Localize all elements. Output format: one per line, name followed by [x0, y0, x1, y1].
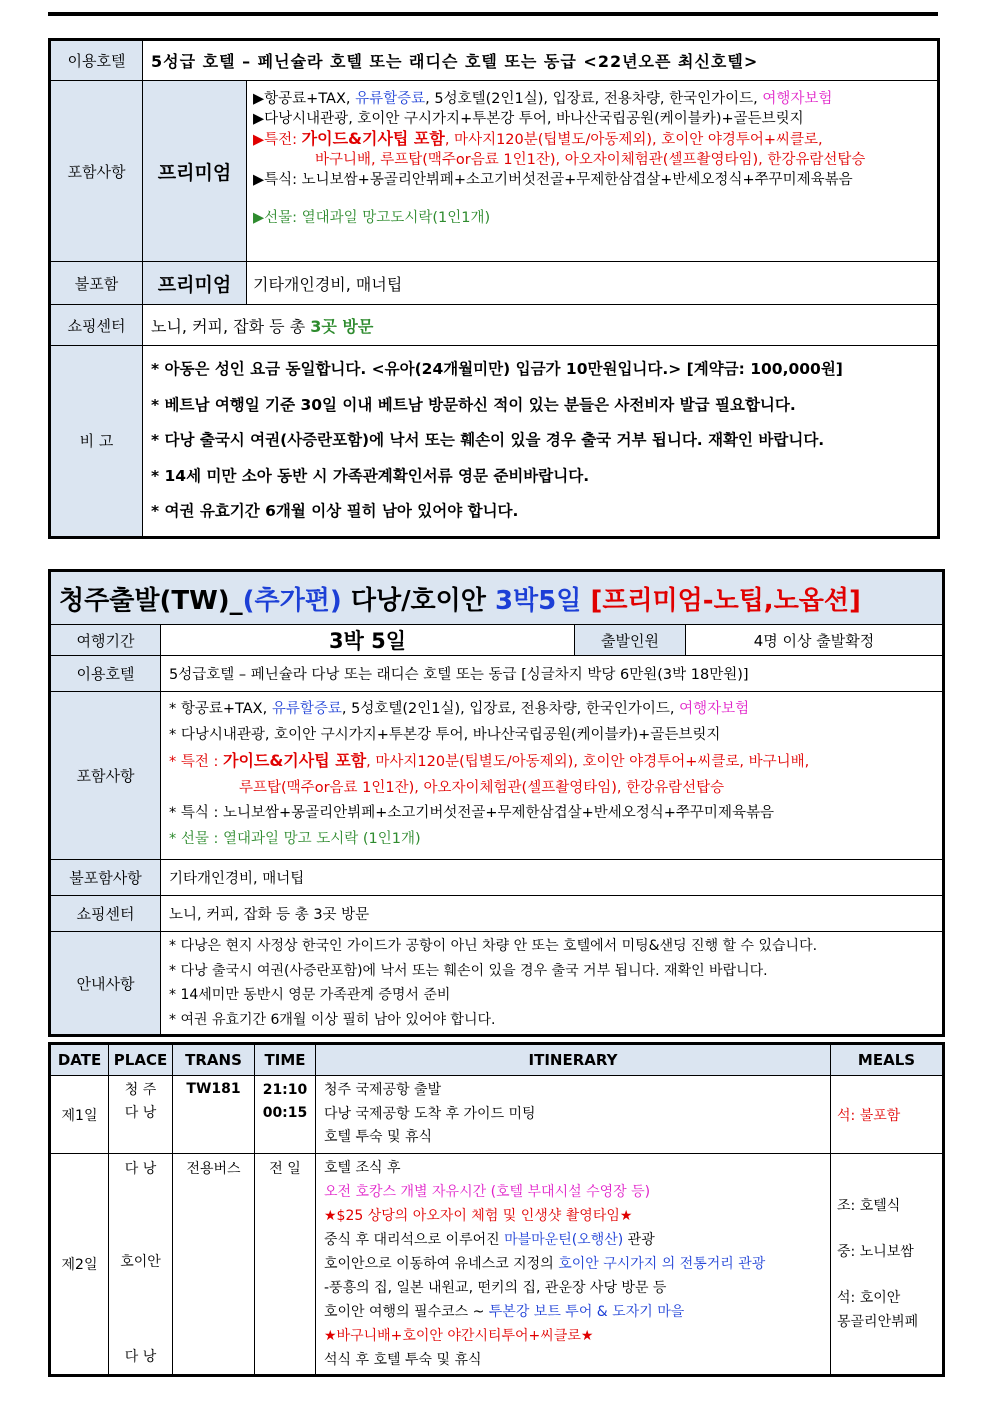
premium-label: 프리미엄: [143, 81, 247, 262]
day-2-trans: 전용버스: [173, 1154, 255, 1376]
note-item: * 14세 미만 소아 동반 시 가족관계확인서류 영문 준비바랍니다.: [151, 466, 590, 485]
top-divider: [48, 12, 938, 16]
include2-line-5: * 특식 : 노니보쌈+몽골리안뷔페+소고기버섯전골+무제한삼겹살+반세오정식+쭈꾸미제육볶음: [169, 805, 774, 821]
shop-value: 노니, 커피, 잡화 등 총 3곳 방문: [143, 305, 939, 346]
include2-line-6: * 선물 : 열대과일 망고 도시락 (1인1개): [169, 830, 421, 847]
include-line-5: ▶특식: 노니보쌈+몽골리안뷔페+소고기버섯전골+무제한삼겹살+반세오정식+쭈꾸미제육볶음: [253, 172, 853, 188]
exclude-value: 기타개인경비, 매너팁: [247, 262, 939, 305]
include2-line-1: * 항공료+TAX, 유류할증료, 5성호텔(2인1실), 입장료, 전용차량, 한국인가이드, 여행자보험: [169, 701, 750, 717]
shop-value-2: 노니, 커피, 잡화 등 총 3곳 방문: [161, 896, 944, 932]
day-1-date: 제1일: [50, 1076, 109, 1154]
day-1-trans: TW181: [173, 1076, 255, 1154]
tour-title: 청주출발(TW)_(추가편) 다낭/호이안 3박5일 [프리미엄-노팁,노옵션]: [50, 571, 944, 625]
include-details-2: [161, 692, 944, 860]
hotel-value: 5성급 호텔 – 페닌슐라 호텔 또는 래디슨 호텔 또는 동급 <22년오픈 최신호텔>: [143, 40, 939, 81]
include2-line-3: * 특전 : 가이드&기사팁 포함, 마사지120분(팁별도/아동제외), 호이안 야경투어+씨클로, 바구니배,: [169, 751, 810, 770]
day-1-place: 청 주 다 낭: [109, 1076, 173, 1154]
include-line-1: ▶항공료+TAX, 유류할증료, 5성호텔(2인1실), 입장료, 전용차량, 한국인가이드, 여행자보험: [253, 91, 833, 107]
note-item: * 다낭 출국시 여권(사증란포함)에 낙서 또는 훼손이 있을 경우 출국 거부 됩니다. 재확인 바랍니다.: [151, 431, 825, 449]
include-line-6: ▶선물: 열대과일 망고도시락(1인1개): [253, 210, 491, 226]
hotel-label-2: 이용호텔: [50, 656, 161, 692]
col-meals: MEALS: [831, 1044, 944, 1076]
itinerary-table: [48, 1042, 945, 1377]
depart-label: 출발인원: [575, 625, 686, 656]
include2-line-4: 루프탑(맥주or음료 1인1잔), 아오자이체험관(셀프촬영타임), 한강유람선탑승: [239, 779, 725, 796]
premium-label-2: 프리미엄: [143, 262, 247, 305]
guide-label: 안내사항: [50, 932, 161, 1036]
note-label: 비 고: [50, 346, 143, 538]
product-summary-table: [48, 38, 940, 539]
day-1-itinerary: 청주 국제공항 출발 다낭 국제공항 도착 후 가이드 미팅 호텔 투숙 및 휴식: [316, 1076, 831, 1154]
day-2-place: 다 낭 호이안 다 낭: [109, 1154, 173, 1376]
guide-notes: [161, 932, 944, 1036]
col-time: TIME: [255, 1044, 316, 1076]
exclude-label-2: 불포함사항: [50, 860, 161, 896]
note-item: * 아동은 성인 요금 동일합니다. <유아(24개월미만) 입금가 10만원입니다.> [계약금: 100,000원]: [151, 360, 843, 378]
day-1-meals: 석: 불포함: [831, 1076, 944, 1154]
include2-line-2: * 다낭시내관광, 호이안 구시가지+투본강 투어, 바나산국립공원(케이블카)+골든브릿지: [169, 726, 721, 743]
note-item: * 베트남 여행일 기준 30일 이내 베트남 방문하신 적이 있는 분들은 사전비자 발급 필요합니다.: [151, 395, 796, 414]
guide-item: * 다낭 출국시 여권(사증란포함)에 낙서 또는 훼손이 있을 경우 출국 거부 됩니다. 재확인 바랍니다.: [169, 962, 768, 979]
day-1-time: 21:10 00:15: [255, 1076, 316, 1154]
include-details: [247, 81, 939, 262]
day-2-time: 전 일: [255, 1154, 316, 1376]
hotel-value-2: 5성급호텔 – 페닌슐라 다낭 또는 래디슨 호텔 또는 동급 [싱글차지 박당 6만원(3박 18만원)]: [161, 656, 944, 692]
day-1-row: [50, 1076, 944, 1154]
col-place: PLACE: [109, 1044, 173, 1076]
guide-item: * 여권 유효기간 6개월 이상 필히 남아 있어야 합니다.: [169, 1011, 496, 1028]
day-2-itinerary: 호텔 조식 후 오전 호캉스 개별 자유시간 (호텔 부대시설 수영장 등) ★$25 상당의 아오자이 체험 및 인생샷 촬영타임★ 중식 후 대리석으로 이루어진 마블마운틴(오행산) 관광 호이안으로 이동하여 유네스코 지정의 호이안 구시가지 의 전통거리 관광 -풍흥의 집, 일본 내원교, 떤키의 집, 관운장 사당 방문 등 호이안 여행의 필수코스 ~ 투본강 보트 투어 & 도자기 마을 ★바구니배+호이안 야간시티투어+씨클로★ 석식 후 호텔 투숙 및 휴식: [316, 1154, 831, 1376]
tour-info-table: [48, 569, 945, 1037]
exclude-label: 불포함: [50, 262, 143, 305]
shop-label-2: 쇼핑센터: [50, 896, 161, 932]
note-item: * 여권 유효기간 6개월 이상 필히 남아 있어야 합니다.: [151, 502, 519, 520]
depart-value: 4명 이상 출발확정: [686, 625, 944, 656]
col-trans: TRANS: [173, 1044, 255, 1076]
period-value: 3박 5일: [161, 625, 575, 656]
notes: [143, 346, 939, 538]
include-line-3: ▶특전: 가이드&기사팁 포함, 마사지120분(팁별도/아동제외), 호이안 야경투어+씨클로,: [253, 129, 823, 148]
day-2-date: 제2일: [50, 1154, 109, 1376]
day-2-meals: 조: 호텔식 중: 노니보쌈 석: 호이안 몽골리안뷔페: [831, 1154, 944, 1376]
include-line-2: ▶다낭시내관광, 호이안 구시가지+투본강 투어, 바나산국립공원(케이블카)+골든브릿지: [253, 111, 804, 127]
include-label-2: 포함사항: [50, 692, 161, 860]
col-date: DATE: [50, 1044, 109, 1076]
exclude-value-2: 기타개인경비, 매너팁: [161, 860, 944, 896]
include-line-4: 바구니배, 루프탑(맥주or음료 1인1잔), 아오자이체험관(셀프촬영타임), 한강유람선탑승: [315, 152, 866, 168]
guide-item: * 다낭은 현지 사정상 한국인 가이드가 공항이 아닌 차량 안 또는 호텔에서 미팅&샌딩 진행 할 수 있습니다.: [169, 938, 818, 954]
shop-label: 쇼핑센터: [50, 305, 143, 346]
period-label: 여행기간: [50, 625, 161, 656]
include-label: 포함사항: [50, 81, 143, 262]
hotel-label: 이용호텔: [50, 40, 143, 81]
col-itinerary: ITINERARY: [316, 1044, 831, 1076]
guide-item: * 14세미만 동반시 영문 가족관계 증명서 준비: [169, 987, 451, 1003]
day-2-row: [50, 1154, 944, 1376]
